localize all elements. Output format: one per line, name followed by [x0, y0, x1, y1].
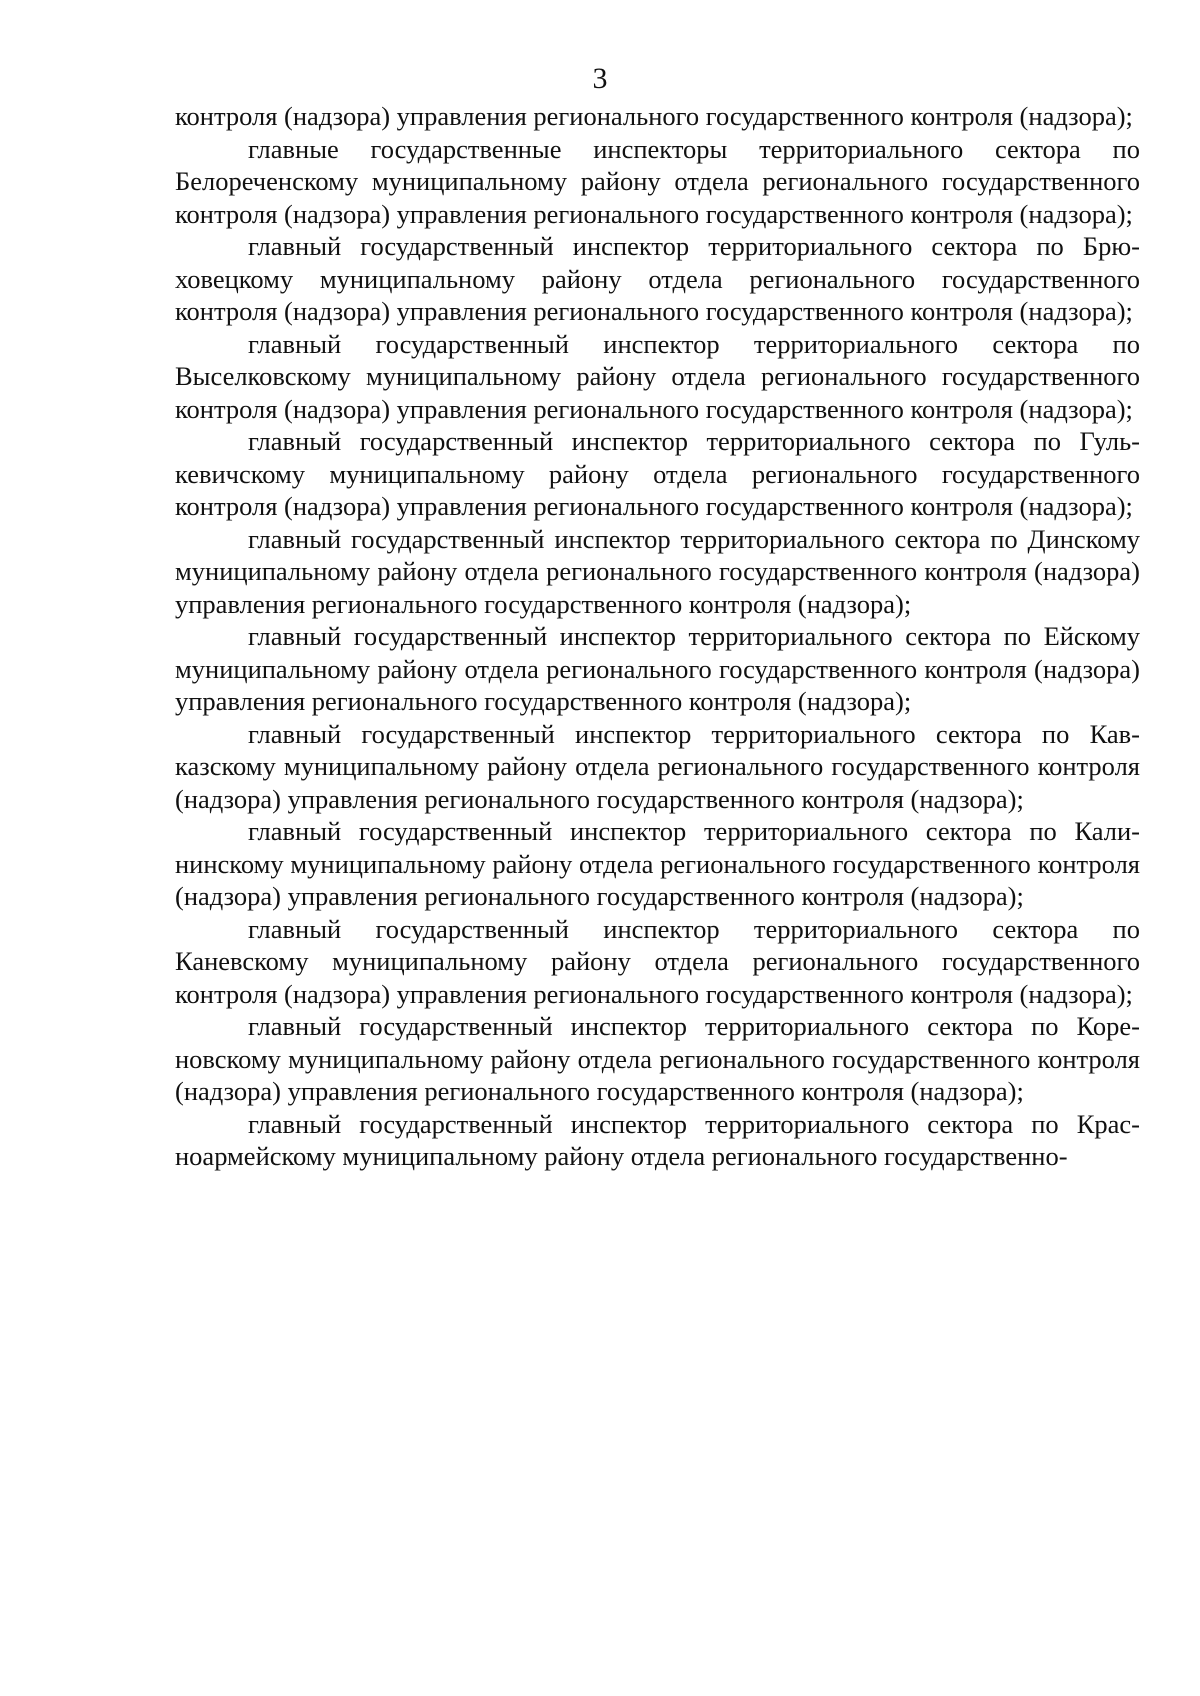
paragraph: главный государственный инспектор территориального сектора по Красноармейскому муниципальному району отдела регионального государственно-: [175, 1108, 1140, 1171]
paragraph: главный государственный инспектор территориального сектора по Калининскому муниципальному району отдела регионального государственного контроля (надзора) управления регионального государственного контроля (надзора);: [175, 816, 1140, 911]
paragraph: главный государственный инспектор территориального сектора по Выселковскому муниципальному району отдела регионального государственного контроля (надзора) управления регионального государственного контроля (надзора);: [175, 328, 1140, 424]
paragraph: контроля (надзора) управления регионального государственного контроля (надзора);: [175, 101, 1133, 131]
paragraph: главные государственные инспекторы территориального сектора по Белореченскому муниципальному району отдела регионального государственного контроля (надзора) управления регионального государственного контроля (надзора);: [175, 133, 1140, 229]
paragraph: главный государственный инспектор территориального сектора по Динскому муниципальному району отдела регионального государственного контроля (надзора) управления регионального государственного контроля (надзора);: [175, 523, 1140, 619]
paragraph: главный государственный инспектор территориального сектора по Кавказскому муниципальному району отдела регионального государственного контроля (надзора) управления регионального государственного контроля (надзора);: [175, 718, 1140, 814]
document-body: [175, 100, 1140, 1173]
paragraph: главный государственный инспектор территориального сектора по Гулькевичскому муниципальному району отдела регионального государственного контроля (надзора) управления регионального государственного контроля (надзора);: [175, 426, 1140, 521]
paragraph: главный государственный инспектор территориального сектора по Брюховецкому муниципальному району отдела регионального государственного контроля (надзора) управления регионального государственного контроля (надзора);: [175, 231, 1140, 326]
paragraph: главный государственный инспектор территориального сектора по Кореновскому муниципальному району отдела регионального государственного контроля (надзора) управления регионального государственного контроля (надзора);: [175, 1011, 1140, 1106]
paragraph: главный государственный инспектор территориального сектора по Ейскому муниципальному району отдела регионального государственного контроля (надзора) управления регионального государственного контроля (надзора);: [175, 621, 1140, 716]
paragraph: главный государственный инспектор территориального сектора по Каневскому муниципальному району отдела регионального государственного контроля (надзора) управления регионального государственного контроля (надзора);: [175, 913, 1140, 1009]
page-number: 3: [592, 62, 608, 95]
